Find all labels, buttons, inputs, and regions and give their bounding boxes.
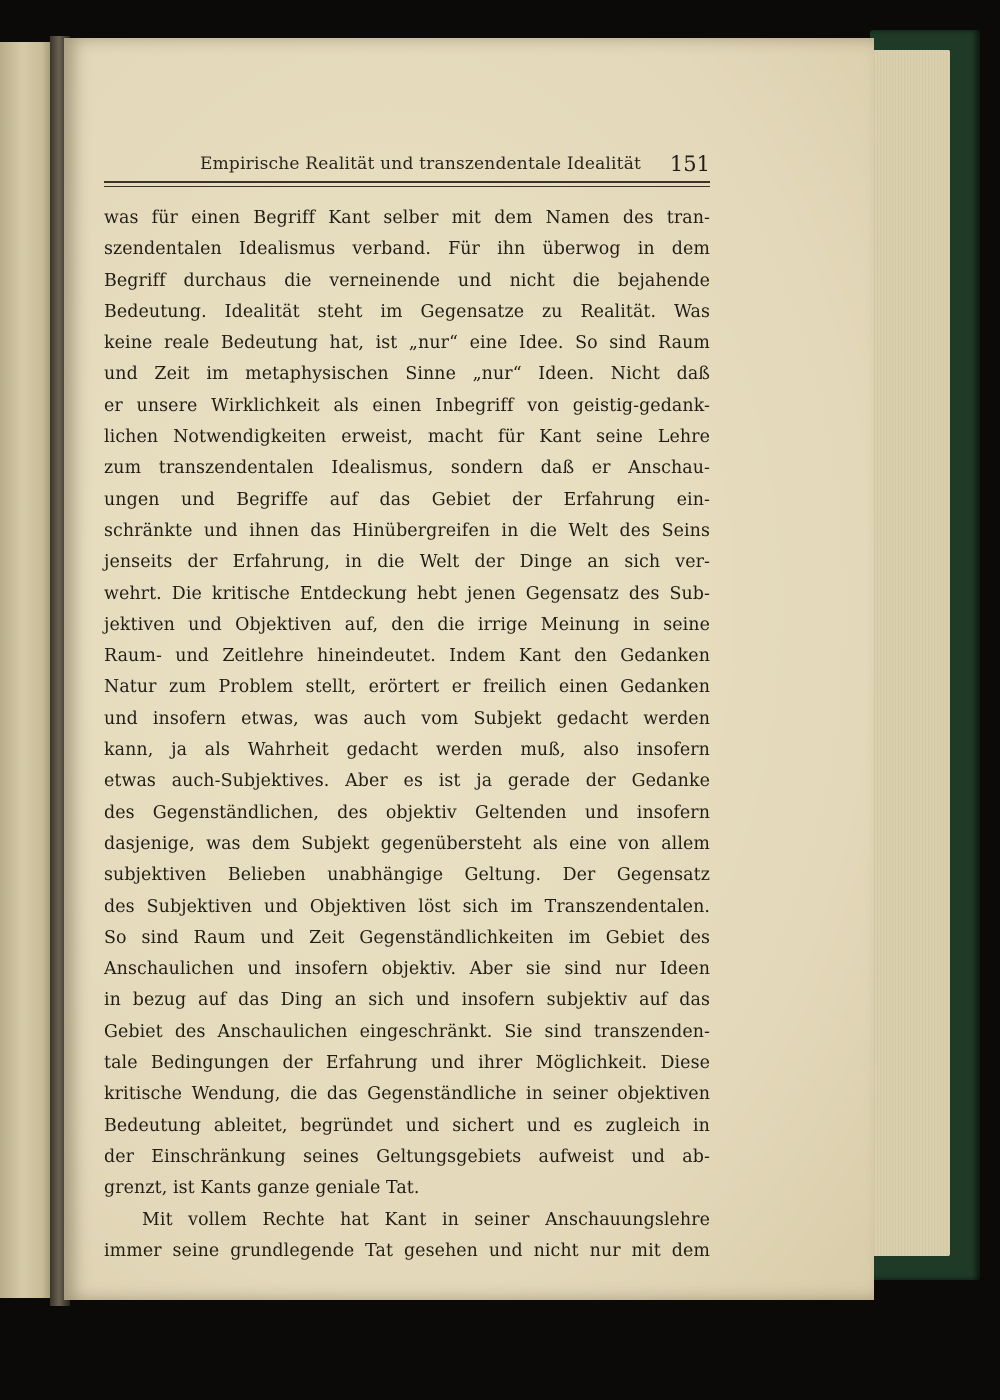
text-line: des Gegenständlichen, des objektiv Geltenden und insofern (104, 802, 710, 823)
text-line: in bezug auf das Ding an sich und insofern subjektiv auf das (104, 990, 710, 1011)
text-line: und Zeit im metaphysischen Sinne „nur“ Ideen. Nicht daß (104, 364, 710, 385)
text-line: wehrt. Die kritische Entdeckung hebt jenen Gegensatz des Sub- (104, 583, 710, 604)
text-line: der Einschränkung seines Geltungsgebiets aufweist und ab- (104, 1146, 710, 1167)
text-line: was für einen Begriff Kant selber mit dem Namen des tran- (104, 208, 710, 228)
text-line: So sind Raum und Zeit Gegenständlichkeiten im Gebiet des (104, 927, 710, 948)
text-line: Natur zum Problem stellt, erörtert er freilich einen Gedanken (104, 677, 710, 698)
text-line: szendentalen Idealismus verband. Für ihn überwog in dem (104, 239, 710, 260)
page-number: 151 (669, 152, 710, 176)
paragraph-end-line: grenzt, ist Kants ganze geniale Tat. (104, 1178, 420, 1199)
text-line: des Subjektiven und Objektiven löst sich im Transzendentalen. (104, 896, 710, 917)
page-header (104, 150, 710, 190)
text-line: immer seine grundlegende Tat gesehen und nicht nur mit dem (104, 1240, 710, 1261)
text-line: ungen und Begriffe auf das Gebiet der Erfahrung ein- (104, 489, 710, 510)
text-line: etwas auch-Subjektives. Aber es ist ja gerade der Gedanke (104, 771, 710, 792)
text-line: Bedeutung. Idealität steht im Gegensatze zu Realität. Was (104, 301, 710, 322)
text-line: Bedeutung ableitet, begründet und sichert und es zugleich in (104, 1115, 710, 1136)
page-block-edges (862, 50, 950, 1256)
text-line: zum transzendentalen Idealismus, sondern daß er Anschau- (104, 458, 710, 479)
text-line: tale Bedingungen der Erfahrung und ihrer Möglichkeit. Diese (104, 1053, 710, 1074)
text-line: Gebiet des Anschaulichen eingeschränkt. Sie sind transzenden- (104, 1021, 710, 1042)
paragraph-start-line: Mit vollem Rechte hat Kant in seiner Anschauungslehre (142, 1209, 710, 1230)
header-rule (104, 181, 710, 183)
text-line: subjektiven Belieben unabhängige Geltung. Der Gegensatz (104, 865, 710, 886)
header-rule-thin (104, 186, 710, 187)
text-line: jektiven und Objektiven auf, den die irrige Meinung in seine (104, 614, 710, 635)
text-line: und insofern etwas, was auch vom Subjekt gedacht werden (104, 708, 710, 729)
left-page-edge (0, 42, 56, 1298)
text-line: Anschaulichen und insofern objektiv. Aber sie sind nur Ideen (104, 959, 710, 980)
body-text (104, 203, 710, 1267)
text-line: Begriff durchaus die verneinende und nicht die bejahende (104, 270, 710, 291)
text-line: er unsere Wirklichkeit als einen Inbegriff von geistig-gedank- (104, 395, 710, 416)
text-line: keine reale Bedeutung hat, ist „nur“ eine Idee. So sind Raum (104, 333, 710, 354)
text-line: Raum- und Zeitlehre hineindeutet. Indem Kant den Gedanken (104, 646, 710, 667)
text-line: kritische Wendung, die das Gegenständliche in seiner objektiven (104, 1084, 710, 1105)
text-line: lichen Notwendigkeiten erweist, macht für Kant seine Lehre (104, 427, 710, 448)
text-line: jenseits der Erfahrung, in die Welt der Dinge an sich ver- (104, 552, 710, 573)
text-line: kann, ja als Wahrheit gedacht werden muß, also insofern (104, 740, 710, 761)
text-line: dasjenige, was dem Subjekt gegenübersteht als eine von allem (104, 833, 710, 854)
text-line: schränkte und ihnen das Hinübergreifen in die Welt des Seins (104, 520, 710, 541)
running-title: Empirische Realität und transzendentale Idealität (200, 154, 642, 174)
